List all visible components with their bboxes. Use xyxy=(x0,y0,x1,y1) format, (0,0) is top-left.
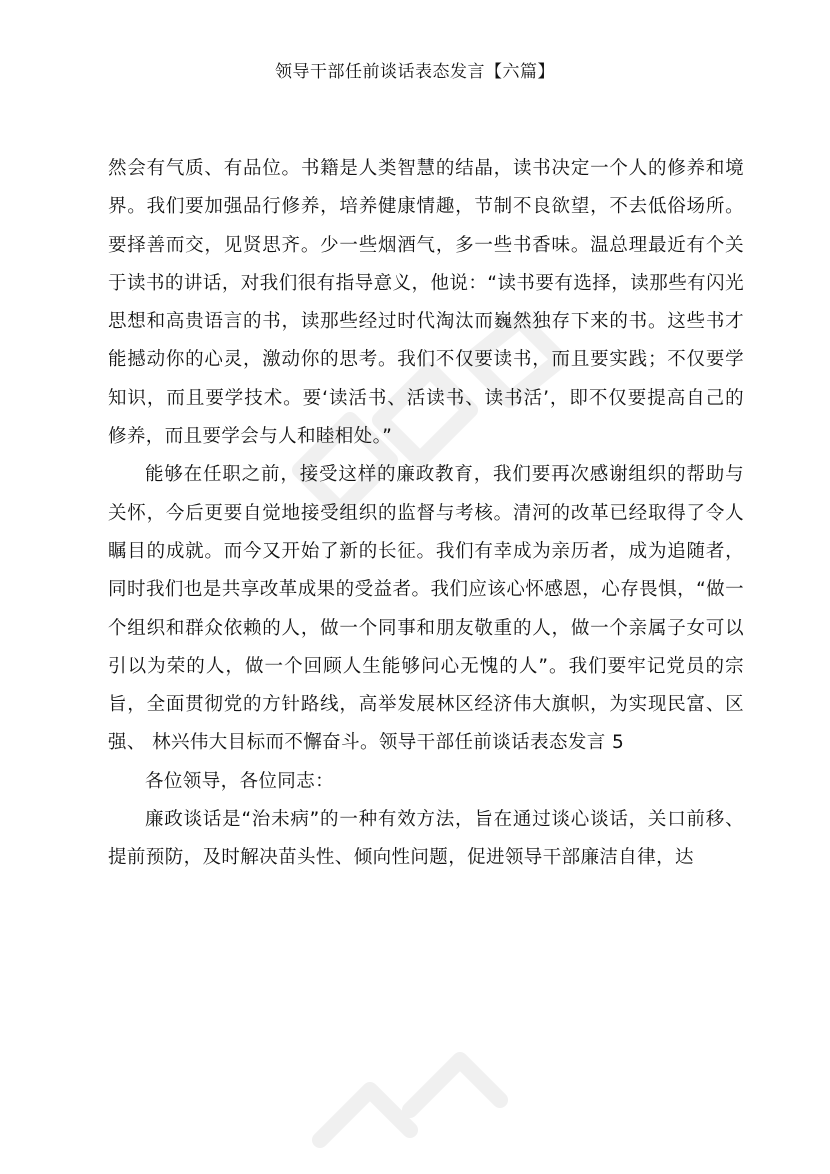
watermark-shape-lower-a xyxy=(320,1090,410,1140)
document-body xyxy=(108,150,744,878)
paragraph-3: 各位领导，各位同志： xyxy=(145,770,335,792)
document-title: 领导干部任前谈话表态发言【六篇】 xyxy=(275,62,555,82)
paragraph-1: 然会有气质、有品位。书籍是人类智慧的结晶，读书决定一个人的修养和境界。我们要加强品行修养，培养健康情趣，节制不良欲望，不去低俗场所。要择善而交，见贤思齐。少一些烟酒气，多一些书香味。温总理最近有个关于读书的讲话，对我们很有指导意义，他说：“读书要有选择，读那些有闪光思想和高贵语言的书，读那些经过时代淘汰而巍然独存下来的书。这些书才能撼动你的心灵，激动你的思考。我们不仅要读书，而且要实践；不仅要学知识，而且要学技术。要‘读活书、活读书、读书活’，即不仅要提高自己的修养，而且要学会与人和睦相处。” xyxy=(108,158,744,448)
paragraph-2: 能够在任职之前，接受这样的廉政教育，我们要再次感谢组织的帮助与关怀，今后更要自觉地接受组织的监督与考核。清河的改革已经取得了令人瞩目的成就。而今又开始了新的长征。我们有幸成为亲历者，成为追随者，同时我们也是共享改革成果的受益者。我们应该心怀感恩，心存畏惧，“做一个组织和群众依赖的人，做一个同事和朋友敬重的人，做一个亲属子女可以引以为荣的人，做一个回顾人生能够问心无愧的人”。我们要牢记党员的宗旨，全面贯彻党的方针路线，高举发展林区经济伟大旗帜，为实现民富、区强、 林兴伟大目标而不懈奋斗。领导干部任前谈话表态发言 5 xyxy=(108,464,744,754)
paragraph-4: 廉政谈话是“治未病”的一种有效方法，旨在通过谈心谈话，关口前移、提前预防，及时解决苗头性、倾向性问题，促进领导干部廉洁自律，达 xyxy=(108,809,744,869)
watermark-shape-lower-b xyxy=(410,1060,500,1110)
